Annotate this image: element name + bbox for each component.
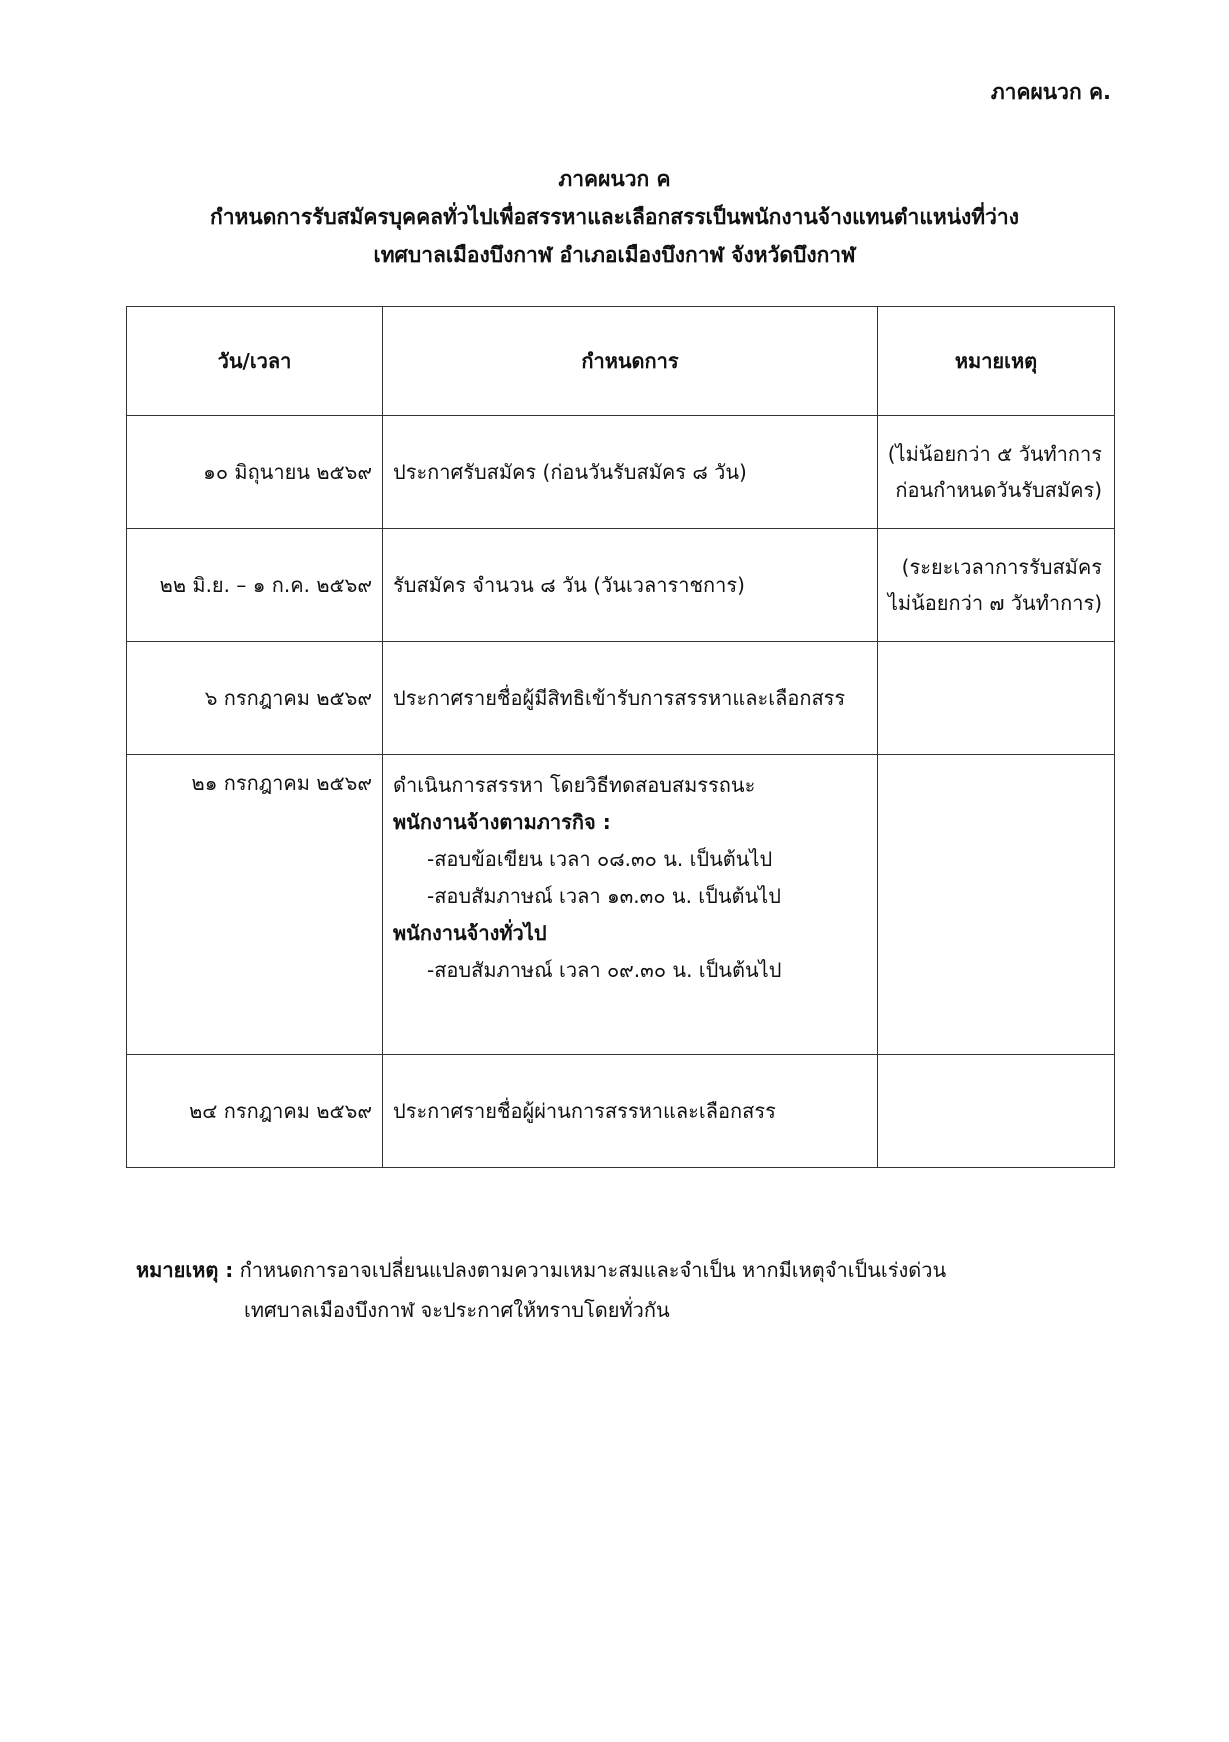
row-note	[878, 1055, 1115, 1168]
event-subheading: พนักงานจ้างตามภารกิจ :	[393, 810, 611, 834]
event-subheading: พนักงานจ้างทั่วไป	[393, 921, 547, 945]
event-line: -สอบสัมภาษณ์ เวลา ๑๓.๓๐ น. เป็นต้นไป	[427, 884, 781, 908]
table-header-row	[127, 307, 1115, 416]
row-event: รับสมัคร จำนวน ๘ วัน (วันเวลาราชการ)	[383, 529, 878, 642]
row-note	[878, 416, 1115, 529]
note-line: (ไม่น้อยกว่า ๕ วันทำการ	[887, 442, 1102, 466]
header-event: กำหนดการ	[383, 307, 878, 416]
row-date: ๑๐ มิถุนายน ๒๕๖๙	[127, 416, 383, 529]
title-line-1: ภาคผนวก ค	[558, 167, 671, 191]
note-line: ก่อนกำหนดวันรับสมัคร)	[895, 478, 1102, 502]
event-line: -สอบสัมภาษณ์ เวลา ๐๙.๓๐ น. เป็นต้นไป	[427, 958, 782, 982]
row-event: ประกาศรับสมัคร (ก่อนวันรับสมัคร ๘ วัน)	[383, 416, 878, 529]
document-title	[0, 160, 1229, 274]
appendix-corner-label: ภาคผนวก ค.	[990, 80, 1111, 104]
footnote	[136, 1250, 946, 1330]
note-line: ไม่น้อยกว่า ๗ วันทำการ)	[887, 591, 1102, 615]
row-event	[383, 755, 878, 1055]
row-note	[878, 642, 1115, 755]
footnote-line-2: เทศบาลเมืองบึงกาฬ จะประกาศให้ทราบโดยทั่วกัน	[244, 1298, 670, 1322]
table-row	[127, 1055, 1115, 1168]
table-row	[127, 529, 1115, 642]
header-date: วัน/เวลา	[127, 307, 383, 416]
note-line: (ระยะเวลาการรับสมัคร	[901, 555, 1102, 579]
row-note	[878, 755, 1115, 1055]
table-row	[127, 642, 1115, 755]
row-date: ๖ กรกฎาคม ๒๕๖๙	[127, 642, 383, 755]
row-date: ๒๒ มิ.ย. – ๑ ก.ค. ๒๕๖๙	[127, 529, 383, 642]
event-line: ดำเนินการสรรหา โดยวิธีทดสอบสมรรถนะ	[393, 773, 756, 797]
title-line-3: เทศบาลเมืองบึงกาฬ อำเภอเมืองบึงกาฬ จังหวัดบึงกาฬ	[373, 243, 856, 267]
row-date: ๒๔ กรกฎาคม ๒๕๖๙	[127, 1055, 383, 1168]
row-event: ประกาศรายชื่อผู้มีสิทธิเข้ารับการสรรหาและเลือกสรร	[383, 642, 878, 755]
event-line: -สอบข้อเขียน เวลา ๐๘.๓๐ น. เป็นต้นไป	[427, 847, 773, 871]
header-note: หมายเหตุ	[878, 307, 1115, 416]
table-row	[127, 755, 1115, 1055]
footnote-label: หมายเหตุ :	[136, 1258, 234, 1282]
schedule-table	[126, 306, 1115, 1168]
row-date: ๒๑ กรกฎาคม ๒๕๖๙	[127, 755, 383, 1055]
title-line-2: กำหนดการรับสมัครบุคคลทั่วไปเพื่อสรรหาและเลือกสรรเป็นพนักงานจ้างแทนตำแหน่งที่ว่าง	[210, 205, 1019, 229]
row-event: ประกาศรายชื่อผู้ผ่านการสรรหาและเลือกสรร	[383, 1055, 878, 1168]
footnote-line-1: กำหนดการอาจเปลี่ยนแปลงตามความเหมาะสมและจำเป็น หากมีเหตุจำเป็นเร่งด่วน	[239, 1258, 947, 1282]
row-note	[878, 529, 1115, 642]
table-row	[127, 416, 1115, 529]
